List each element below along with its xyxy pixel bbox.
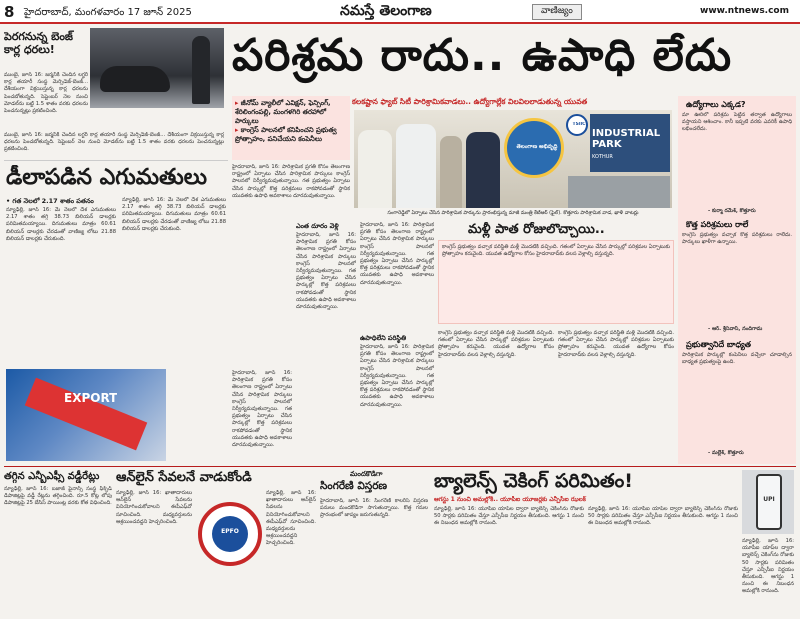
new-body: కాంగ్రెస్ ప్రభుత్వం వచ్చాక కొత్త పరిశ్రమలు రాలేదు. పార్కులు ఖాళీగా ఉన్నాయి.: [682, 232, 792, 246]
main-subsection: ఎంత దూరం వెళ్లి: [296, 222, 339, 230]
section-tag: వాణిజ్యం: [532, 4, 582, 20]
main-headline: పరిశ్రమ రాదు.. ఉపాధి లేదు: [232, 30, 733, 81]
banner-circle: [504, 118, 564, 178]
main-body-col4: హైదరాబాద్, జూన్ 16: పారిశ్రామిక ప్రగతి కోసం తెలంగాణ రాష్ట్రంలో ఏర్పాటు చేసిన పారిశ్రామిక పార్కులు కాంగ్రెస్ పాలనలో నిర్వీర్యమవుతున్నాయి. గత ప్రభుత్వం ఏర్పాటు చేసిన పార్కుల్లో కొత్త పరిశ్రమలు రాకపోవడంతో స్థానిక యువతకు ఉపాధి అవకాశాలు దూరమవుతున్నాయి.: [360, 222, 434, 286]
epfo-headline: ఆన్‌లైన్ సేవలనే వాడుకోండి: [116, 470, 252, 485]
q-title: ఉద్యోగాలు ఎక్కడ?: [686, 100, 746, 109]
gov-body: పారిశ్రామిక పార్కుల్లో కంపెనీలు వచ్చేలా చూడాల్సిన బాధ్యత ప్రభుత్వంపై ఉంది.: [682, 352, 792, 366]
upi-subhead: ఆగస్టు 1 నుంచి అమల్లోకి.. యూపీఐ యూజర్లకు ఎన్పీసీఐ ఝలక్: [434, 496, 586, 503]
dateline: హైదరాబాద్, మంగళవారం 17 జూన్ 2025: [24, 7, 192, 18]
exports-headline: డీలాపడిన ఎగుమతులు: [6, 165, 207, 190]
nbfc-story: [4, 468, 112, 618]
person-1: [358, 130, 392, 208]
person-4: [466, 132, 500, 208]
park-title: INDUSTRIAL PARK: [592, 128, 661, 150]
benz-headline: పెరగనున్న బెంజ్ కార్ల ధరలు!: [4, 30, 73, 56]
q-body: మా ఊరిలో పరిశ్రమ పెట్టిన తర్వాత ఉద్యోగాలు వస్తాయని ఆశించాం. కానీ ఇప్పటి వరకు ఎవరికీ ఉపాధి లభించలేదు.: [682, 112, 792, 133]
gov-title: ప్రభుత్వానిదే బాధ్యత: [686, 340, 751, 349]
singareni-body: హైదరాబాద్, జూన్ 16: సింగరేణి కాలరీస్ విస్తరణ పనులు మందకొడిగా సాగుతున్నాయి. కొత్త గనుల ప్రారంభంలో జాప్యం జరుగుతున్నది.: [320, 498, 428, 519]
car-shape: [100, 66, 170, 92]
epfo-body-col2: న్యూఢిల్లీ, జూన్ 16: ఖాతాదారులు ఆన్‌లైన్ సేవలను వినియోగించుకోవాలని ఈపీఎఫ్‌వో సూచించింది. మధ్యవర్తులను ఆశ్రయించవద్దని హెచ్చరించింది.: [266, 490, 316, 547]
singareni-headline: సింగరేణి విస్తరణ: [320, 480, 388, 492]
person-figure: [192, 36, 210, 104]
masthead: నమస్తే తెలంగాణ: [340, 3, 432, 19]
main-photo: [354, 110, 672, 208]
upi-phone-photo: [742, 470, 794, 534]
main-photo-caption: సంగారెడ్డిలో ఏర్పాటు చేసిన పారిశ్రామిక పార్కును ప్రారంభిస్తున్న మాజీ మంత్రి కేటీఆర్ (ఫైల్). కొత్తూరు పారిశ్రామిక వాడ, ఖాళీ వాటర్లు: [387, 210, 639, 216]
benz-story: [4, 28, 224, 158]
mid-body-box: [438, 240, 674, 324]
new-title: కొత్త పరిశ్రమలు రాలే: [686, 220, 749, 229]
q-author: - కుర్మా రమేశ్, కొత్తూరు: [708, 208, 756, 214]
right-column: [678, 96, 796, 464]
singareni-story: [320, 468, 428, 618]
park-place: KOTHUR: [592, 154, 613, 160]
exports-story: [4, 160, 228, 462]
benz-car-photo: [90, 28, 224, 108]
benz-body: ముంబై, జూన్ 16: జర్మనీకి చెందిన లగ్జరీ కార్ల తయారీ సంస్థ మెర్సిడెజ్-బెంజ్... దేశీయంగా విక్రయిస్తున్న కార్ల ధరలను పెంచబోతున్నది. సెప్టెంబర్ నెల నుంచి మోడల్‌ను బట్టి 1.5 శాతం వరకు ధరలను పెంచనున్నట్లు ప్రకటించింది.: [4, 72, 88, 115]
main-body-col2: హైదరాబాద్, జూన్ 16: పారిశ్రామిక ప్రగతి కోసం తెలంగాణ రాష్ట్రంలో ఏర్పాటు చేసిన పారిశ్రామిక పార్కులు కాంగ్రెస్ పాలనలో నిర్వీర్యమవుతున్నాయి. గత ప్రభుత్వం ఏర్పాటు చేసిన పార్కుల్లో కొత్త పరిశ్రమలు రాకపోవడంతో స్థానిక యువతకు ఉపాధి అవకాశాలు దూరమవుతున్నాయి.: [232, 370, 292, 449]
upi-body-col3: న్యూఢిల్లీ, జూన్ 16: యూపీఐ యాప్‌ల ద్వారా బ్యాలెన్స్ చెకింగ్‌ను రోజుకు 50 సార్లకు పరిమితం చేస్తూ ఎన్పీసీఐ నిర్ణయం తీసుకుంది. ఆగస్టు 1 నుంచి ఈ నిబంధన అమల్లోకి రానుంది.: [742, 538, 794, 595]
export-photo: [6, 369, 166, 461]
person-2: [396, 124, 436, 208]
banner-text: తెలంగాణ అభివృద్ధి: [516, 144, 558, 150]
main-body-col1: హైదరాబాద్, జూన్ 16: పారిశ్రామిక ప్రగతి కోసం తెలంగాణ రాష్ట్రంలో ఏర్పాటు చేసిన పారిశ్రామిక పార్కులు కాంగ్రెస్ పాలనలో నిర్వీర్యమవుతున్నాయి. గత ప్రభుత్వం ఏర్పాటు చేసిన పార్కుల్లో కొత్త పరిశ్రమలు రాకపోవడంతో స్థానిక యువతకు ఉపాధి అవకాశాలు దూరమవుతున్నాయి.: [232, 164, 350, 199]
upi-body-col1: న్యూఢిల్లీ, జూన్ 16: యూపీఐ యాప్‌ల ద్వారా బ్యాలెన్స్ చెకింగ్‌ను రోజుకు 50 సార్లకు పరిమితం చేస్తూ ఎన్పీసీఐ నిర్ణయం తీసుకుంది. ఆగస్టు 1 నుంచి ఈ నిబంధన అమల్లోకి రానుంది.: [434, 506, 584, 527]
person-3: [440, 136, 462, 208]
page-header: [0, 0, 800, 24]
mid-body: కాంగ్రెస్ ప్రభుత్వం వచ్చాక పరిస్థితి మళ్లీ మొదటికి వచ్చింది. గతంలో ఏర్పాటు చేసిన పార్కుల్లో పరిశ్రమల ఏర్పాటుకు ప్రోత్సాహం కరువైంది. యువత ఉద్యోగాల కోసం హైదరాబాద్‌కు వలస వెళ్లాల్సి వస్తున్నది.: [442, 244, 670, 258]
mid-body-col2: కాంగ్రెస్ ప్రభుత్వం వచ్చాక పరిస్థితి మళ్లీ మొదటికి వచ్చింది. గతంలో ఏర్పాటు చేసిన పార్కుల్లో పరిశ్రమల ఏర్పాటుకు ప్రోత్సాహం కరువైంది. యువత ఉద్యోగాల కోసం హైదరాబాద్‌కు వలస వెళ్లాల్సి వస్తున్నది.: [558, 330, 674, 358]
page-number: 8: [4, 3, 15, 21]
tsiic-logo: [566, 114, 588, 136]
main-body-col5: హైదరాబాద్, జూన్ 16: పారిశ్రామిక ప్రగతి కోసం తెలంగాణ రాష్ట్రంలో ఏర్పాటు చేసిన పారిశ్రామిక పార్కులు కాంగ్రెస్ పాలనలో నిర్వీర్యమవుతున్నాయి. గత ప్రభుత్వం ఏర్పాటు చేసిన పార్కుల్లో కొత్త పరిశ్రమలు రాకపోవడంతో స్థానిక యువతకు ఉపాధి అవకాశాలు దూరమవుతున్నాయి.: [360, 344, 434, 408]
nbfc-headline: తగ్గిన ఎన్బీఎఫ్సీ వడ్డీరేట్లు: [4, 471, 100, 482]
export-label: EXPORT: [64, 391, 118, 405]
epfo-label: EPFO: [221, 528, 239, 535]
bullet-1: ▸ జీనోమ్ వ్యాలీలో ఎవిక్షన్, ఫెన్సింగ్, శేరిలింగంపల్లి, మంగళగిరి తరహాలో పార్కులు: [235, 99, 331, 125]
upi-story: [432, 468, 796, 618]
website-link[interactable]: www.ntnews.com: [700, 6, 789, 16]
mid-headline: మళ్లీ పాత రోజులొచ్చాయి..: [468, 222, 605, 237]
upi-body-col2: న్యూఢిల్లీ, జూన్ 16: యూపీఐ యాప్‌ల ద్వారా బ్యాలెన్స్ చెకింగ్‌ను రోజుకు 50 సార్లకు పరిమితం చేస్తూ ఎన్పీసీఐ నిర్ణయం తీసుకుంది. ఆగస్టు 1 నుంచి ఈ నిబంధన అమల్లోకి రానుంది.: [588, 506, 738, 527]
main-subsection-2: ఉపాధిలేని పరిస్థితి: [360, 334, 407, 342]
upi-label: UPI: [763, 496, 775, 503]
singareni-kicker: మందకొడిగా: [350, 470, 383, 478]
nbfc-body: న్యూఢిల్లీ, జూన్ 16: బజాజ్ ఫైనాన్స్ సంస్థ ఫిక్స్‌డ్ డిపాజిట్లపై వడ్డీ రేట్లను తగ్గించింది. రూ.5 కోట్ల లోపు డిపాజిట్లపై 25 బేసిస్ పాయింట్ల వరకు కోత విధించింది.: [4, 486, 112, 507]
park-sign: [590, 114, 670, 172]
benz-body-cont: ముంబై, జూన్ 16: జర్మనీకి చెందిన లగ్జరీ కార్ల తయారీ సంస్థ మెర్సిడెజ్-బెంజ్... దేశీయంగా విక్రయిస్తున్న కార్ల ధరలను పెంచబోతున్నది. సెప్టెంబర్ నెల నుంచి మోడల్‌ను బట్టి 1.5 శాతం వరకు ధరలను పెంచనున్నట్లు ప్రకటించింది.: [4, 132, 224, 153]
exports-lead: • గత నెలలో 2.17 శాతం పతనం: [6, 197, 94, 205]
epfo-body: న్యూఢిల్లీ, జూన్ 16: ఖాతాదారులు ఆన్‌లైన్ సేవలను వినియోగించుకోవాలని ఈపీఎఫ్‌వో సూచించింది. మధ్యవర్తులను ఆశ్రయించవద్దని హెచ్చరించింది.: [116, 490, 192, 525]
tsiic-text: TSIIC: [572, 122, 586, 127]
section-divider: [4, 466, 796, 467]
mid-body-col1: కాంగ్రెస్ ప్రభుత్వం వచ్చాక పరిస్థితి మళ్లీ మొదటికి వచ్చింది. గతంలో ఏర్పాటు చేసిన పార్కుల్లో పరిశ్రమల ఏర్పాటుకు ప్రోత్సాహం కరువైంది. యువత ఉద్యోగాల కోసం హైదరాబాద్‌కు వలస వెళ్లాల్సి వస్తున్నది.: [438, 330, 554, 358]
bullet-2: ▸ కాంగ్రెస్ పాలనలో కనిపించని ప్రభుత్వ ప్రోత్సాహం, పనిచేయని కంపెనీలు: [235, 126, 337, 143]
factory-building: [568, 176, 670, 208]
gov-author: - మల్లేశ్, కొత్తూరు: [708, 450, 744, 456]
main-body-col3: హైదరాబాద్, జూన్ 16: పారిశ్రామిక ప్రగతి కోసం తెలంగాణ రాష్ట్రంలో ఏర్పాటు చేసిన పారిశ్రామిక పార్కులు కాంగ్రెస్ పాలనలో నిర్వీర్యమవుతున్నాయి. గత ప్రభుత్వం ఏర్పాటు చేసిన పార్కుల్లో కొత్త పరిశ్రమలు రాకపోవడంతో స్థానిక యువతకు ఉపాధి అవకాశాలు దూరమవుతున్నాయి.: [296, 232, 356, 311]
exports-body-col2: న్యూఢిల్లీ, జూన్ 16: మే నెలలో దేశ ఎగుమతులు 2.17 శాతం తగ్గి 38.73 బిలియన్ డాలర్లకు పరిమితమయ్యాయి. దిగుమతులు మాత్రం 60.61 బిలియన్ డాలర్లకు చేరడంతో వాణిజ్య లోటు 21.88 బిలియన్ డాలర్లకు చేరుకుంది.: [122, 197, 226, 232]
exports-body: న్యూఢిల్లీ, జూన్ 16: మే నెలలో దేశ ఎగుమతులు 2.17 శాతం తగ్గి 38.73 బిలియన్ డాలర్లకు పరిమితమయ్యాయి. దిగుమతులు మాత్రం 60.61 బిలియన్ డాలర్లకు చేరడంతో వాణిజ్య లోటు 21.88 బిలియన్ డాలర్లకు చేరుకుంది.: [6, 207, 116, 242]
main-bullets: [232, 96, 350, 160]
upi-headline: బ్యాలెన్స్ చెకింగ్ పరిమితం!: [434, 470, 633, 492]
export-arrow: [25, 378, 148, 451]
main-subhead: కలకష్టాన ఫ్యాబ్ సిటీ పారిశ్రామికవాడలు.. ఉద్యోగాల్లేక విలవిలలాడుతున్న యువత: [352, 97, 588, 106]
epfo-story: [116, 468, 316, 618]
epfo-logo: [198, 502, 262, 566]
new-author: - ఆర్. శ్రీనివాస్, నందిగామ: [708, 326, 763, 332]
phone-shape: [756, 474, 782, 530]
